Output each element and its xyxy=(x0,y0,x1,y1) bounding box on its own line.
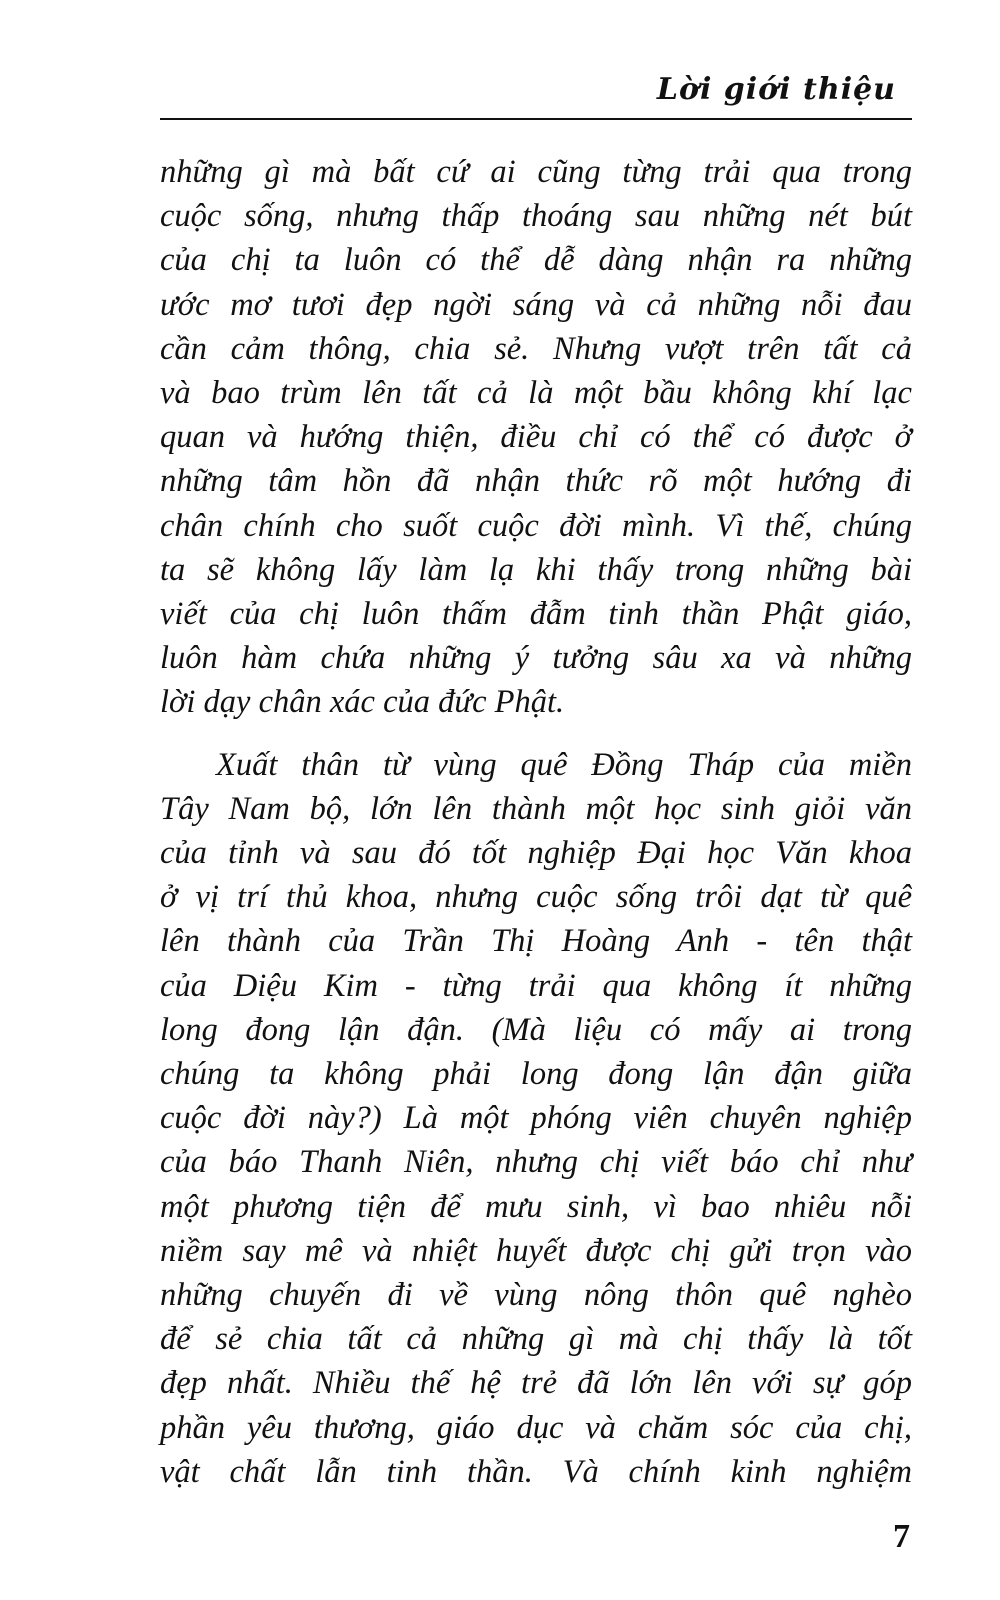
text-line: viết của chị luôn thấm đẫm tinh thần Phật giáo, xyxy=(160,596,912,633)
text-line: niềm say mê và nhiệt huyết được chị gửi trọn vào xyxy=(160,1232,912,1269)
text-line: của chị ta luôn có thể dễ dàng nhận ra những xyxy=(160,242,912,279)
text-line: những chuyến đi về vùng nông thôn quê nghèo xyxy=(160,1277,912,1314)
text-line: và bao trùm lên tất cả là một bầu không khí lạc xyxy=(160,375,912,412)
text-line: lời dạy chân xác của đức Phật. xyxy=(160,684,565,721)
text-line: cần cảm thông, chia sẻ. Nhưng vượt trên tất cả xyxy=(160,330,912,367)
text-line: của Diệu Kim - từng trải qua không ít những xyxy=(160,967,912,1004)
text-line: của báo Thanh Niên, nhưng chị viết báo chỉ như xyxy=(160,1144,912,1181)
text-line: luôn hàm chứa những ý tưởng sâu xa và những xyxy=(160,640,912,677)
text-line: đẹp nhất. Nhiều thế hệ trẻ đã lớn lên với sự góp xyxy=(160,1365,912,1402)
text-line: của tỉnh và sau đó tốt nghiệp Đại học Văn khoa xyxy=(160,835,912,872)
paragraph-1 xyxy=(160,150,912,725)
text-line: Tây Nam bộ, lớn lên thành một học sinh giỏi văn xyxy=(160,790,912,827)
text-line: một phương tiện để mưu sinh, vì bao nhiêu nỗi xyxy=(160,1188,912,1225)
text-line: để sẻ chia tất cả những gì mà chị thấy là tốt xyxy=(160,1321,912,1358)
text-line: lên thành của Trần Thị Hoàng Anh - tên thật xyxy=(160,923,912,960)
text-line: ta sẽ không lấy làm lạ khi thấy trong những bài xyxy=(160,551,912,588)
text-line: vật chất lẫn tinh thần. Và chính kinh nghiệm xyxy=(160,1453,912,1490)
text-line: chân chính cho suốt cuộc đời mình. Vì thế, chúng xyxy=(160,507,912,544)
text-line: chúng ta không phải long đong lận đận giữa xyxy=(160,1056,912,1093)
page-number: 7 xyxy=(893,1518,910,1555)
body-text xyxy=(160,150,912,1494)
header-rule xyxy=(160,118,912,120)
text-line: quan và hướng thiện, điều chỉ có thể có được ở xyxy=(160,419,912,456)
running-header-title: Lời giới thiệu xyxy=(656,72,896,107)
text-line: cuộc đời này?) Là một phóng viên chuyên nghiệp xyxy=(160,1100,912,1137)
text-line: cuộc sống, nhưng thấp thoáng sau những nét bút xyxy=(160,198,912,235)
text-line: những gì mà bất cứ ai cũng từng trải qua trong xyxy=(160,154,912,190)
text-line: ước mơ tươi đẹp ngời sáng và cả những nỗi đau xyxy=(160,286,912,323)
text-line: phần yêu thương, giáo dục và chăm sóc của chị, xyxy=(160,1409,912,1446)
paragraph-2 xyxy=(160,743,912,1494)
text-line: long đong lận đận. (Mà liệu có mấy ai trong xyxy=(160,1011,912,1048)
text-line: Xuất thân từ vùng quê Đồng Tháp của miền xyxy=(216,746,912,783)
text-line: ở vị trí thủ khoa, nhưng cuộc sống trôi dạt từ quê xyxy=(160,879,912,916)
text-line: những tâm hồn đã nhận thức rõ một hướng đi xyxy=(160,463,912,500)
